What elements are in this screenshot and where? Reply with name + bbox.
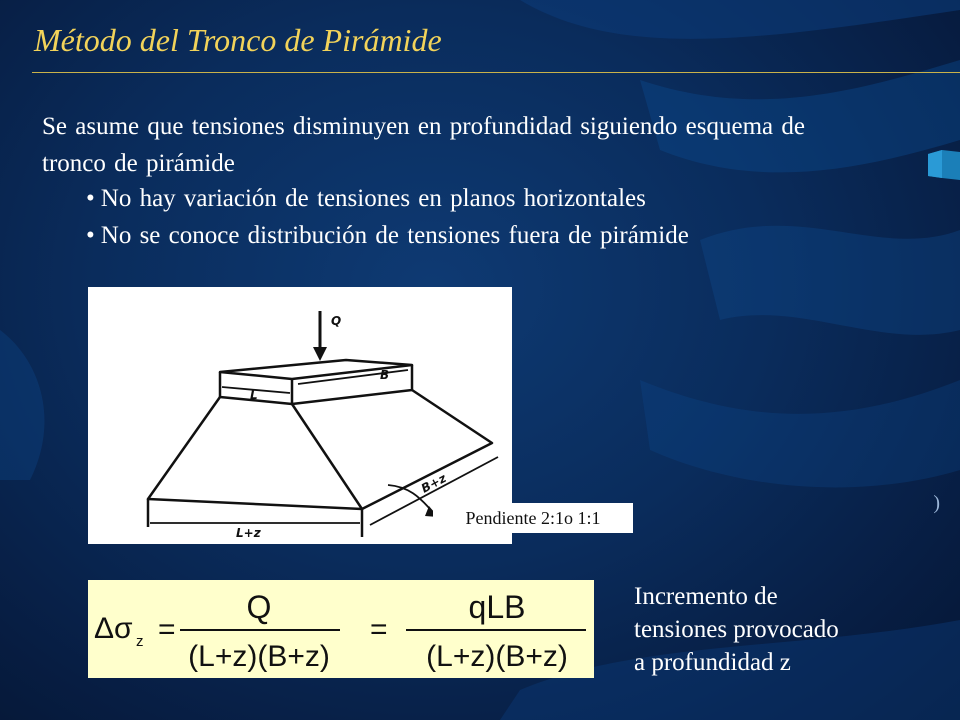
intro-paragraph: Se asume que tensiones disminuyen en profundidad siguiendo esquema de tronco de pirámide	[42, 113, 805, 177]
formula-denominator-1: (L+z)(B+z)	[188, 640, 330, 673]
formula-equals-2: =	[370, 613, 388, 646]
slope-label: Pendiente 2:1o 1:1	[433, 503, 633, 533]
bullet-text: No hay variación de tensiones en planos horizontales	[100, 185, 646, 212]
formula-denominator-2: (L+z)(B+z)	[426, 640, 568, 673]
slide-title: Método del Tronco de Pirámide	[34, 22, 442, 58]
side-note-line: tensiones provocado	[634, 616, 839, 643]
bullet-dot: •	[86, 222, 95, 249]
bullet-item	[86, 180, 689, 217]
base-width-label: B+z	[418, 470, 449, 496]
formula-numerator-2: qLB	[468, 589, 526, 625]
formula-lhs: Δσ	[94, 612, 133, 645]
load-arrow-head	[313, 347, 327, 361]
load-label: Q	[331, 314, 342, 328]
length-label: L	[250, 388, 258, 402]
frustum-front-face	[148, 397, 362, 509]
side-note-line: Incremento de	[634, 583, 778, 610]
bullet-item	[86, 217, 689, 254]
title-underline	[32, 72, 960, 73]
bullet-list	[86, 180, 689, 254]
side-note	[634, 580, 934, 679]
bullet-text: No se conoce distribución de tensiones fuera de pirámide	[100, 222, 689, 249]
bullet-dot: •	[86, 185, 95, 212]
formula-equals-1: =	[158, 613, 176, 646]
formula-box	[88, 580, 594, 678]
formula-numerator-1: Q	[246, 589, 272, 625]
decorative-cube	[928, 150, 960, 180]
edge-mark: )	[933, 492, 940, 514]
base-length-label: L+z	[236, 526, 261, 540]
side-note-line: a profundidad z	[634, 649, 791, 676]
width-label: B	[380, 368, 390, 382]
formula	[88, 580, 594, 678]
formula-lhs-subscript: z	[136, 633, 144, 650]
